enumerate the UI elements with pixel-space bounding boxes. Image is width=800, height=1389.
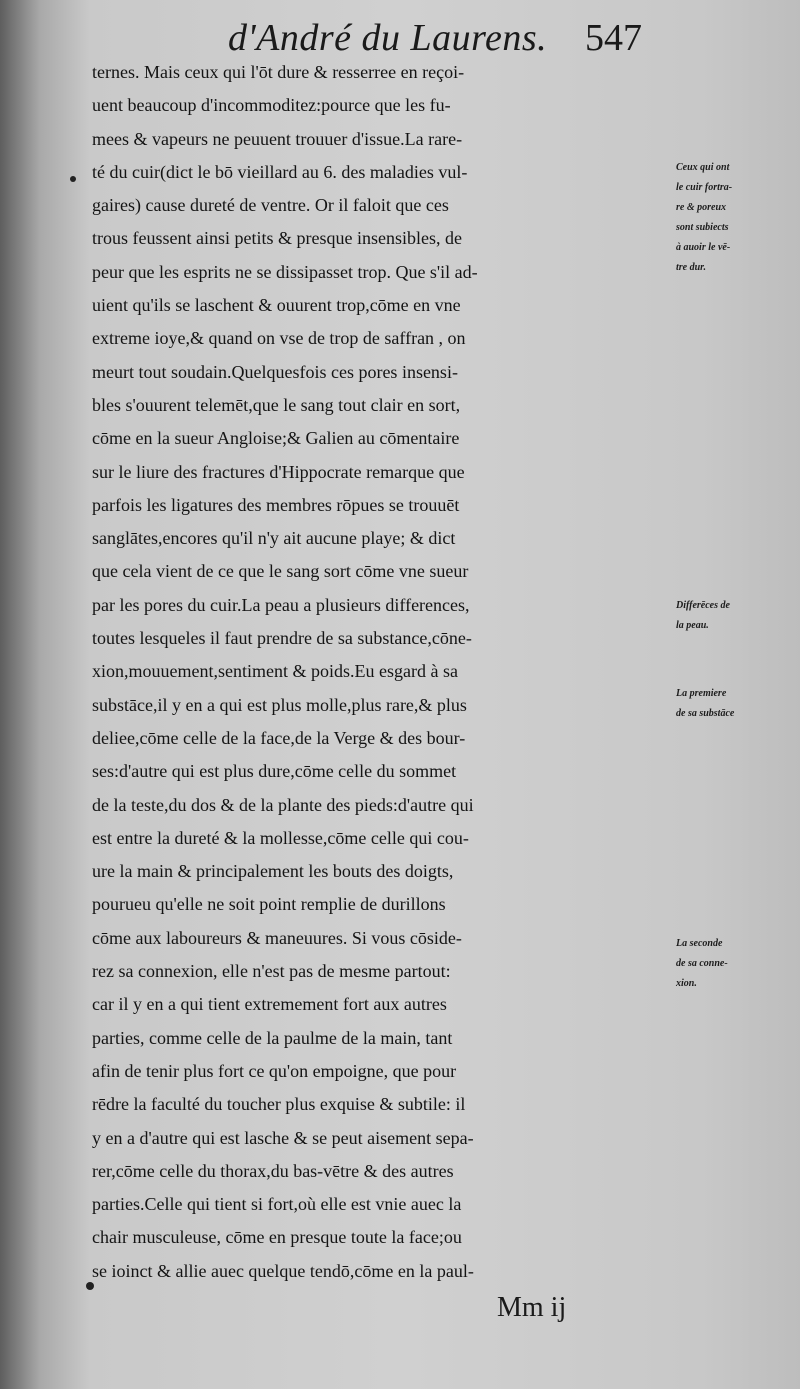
text-line: parties, comme celle de la paulme de la main, tant bbox=[92, 1027, 453, 1048]
text-line: parfois les ligatures des membres rōpues se trouuēt bbox=[92, 494, 460, 515]
text-line: car il y en a qui tient extremement fort aux autres bbox=[92, 994, 447, 1015]
text-line: rēdre la faculté du toucher plus exquise & subtile: il bbox=[92, 1094, 466, 1115]
note-line: re & poreux bbox=[676, 202, 726, 213]
body-text bbox=[92, 56, 672, 1288]
note-line: La premiere bbox=[676, 688, 727, 699]
text-line: meurt tout soudain.Quelquesfois ces pores insensi- bbox=[92, 361, 458, 382]
text-line: par les pores du cuir.La peau a plusieurs differences, bbox=[92, 594, 470, 615]
text-line: xion,mouuement,sentiment & poids.Eu esgard à sa bbox=[92, 661, 458, 682]
note-line: La seconde bbox=[676, 938, 723, 949]
page-number: 547 bbox=[585, 17, 642, 59]
text-line: rez sa connexion, elle n'est pas de mesme partout: bbox=[92, 961, 451, 982]
ink-dot bbox=[70, 176, 76, 182]
text-line: est entre la dureté & la mollesse,cōme celle qui cou- bbox=[92, 827, 469, 848]
ink-dot bbox=[86, 1282, 94, 1290]
margin-note-substance bbox=[676, 684, 800, 724]
margin-note-differences bbox=[676, 596, 800, 636]
text-line: y en a d'autre qui est lasche & se peut aisement sepa- bbox=[92, 1127, 474, 1148]
text-line: chair musculeuse, cōme en presque toute la face;ou bbox=[92, 1227, 462, 1248]
text-line: sur le liure des fractures d'Hippocrate remarque que bbox=[92, 461, 465, 482]
text-line: uent beaucoup d'incommoditez:pource que les fu- bbox=[92, 95, 451, 116]
note-line: xion. bbox=[676, 978, 697, 989]
text-line: que cela vient de ce que le sang sort cōme vne sueur bbox=[92, 561, 469, 582]
text-line: té du cuir(dict le bō vieillard au 6. des maladies vul- bbox=[92, 161, 468, 182]
text-line: extreme ioye,& quand on vse de trop de saffran , on bbox=[92, 328, 466, 349]
text-line: substāce,il y en a qui est plus molle,plus rare,& plus bbox=[92, 694, 467, 715]
text-line: ses:d'autre qui est plus dure,cōme celle du sommet bbox=[92, 761, 457, 782]
text-line: uient qu'ils se laschent & ouurent trop,cōme en vne bbox=[92, 295, 461, 316]
text-line: deliee,cōme celle de la face,de la Verge & des bour- bbox=[92, 727, 466, 748]
note-line: tre dur. bbox=[676, 262, 707, 273]
note-line: la peau. bbox=[676, 620, 709, 631]
text-line: trous feussent ainsi petits & presque insensibles, de bbox=[92, 228, 462, 249]
text-line: gaires) cause dureté de ventre. Or il faloit que ces bbox=[92, 195, 449, 216]
note-line: Differēces de bbox=[676, 600, 730, 611]
text-line: sanglātes,encores qu'il n'y ait aucune playe; & dict bbox=[92, 528, 456, 549]
text-line: toutes lesqueles il faut prendre de sa substance,cōne- bbox=[92, 628, 472, 649]
margin-note-connexion bbox=[676, 934, 800, 994]
text-line: bles s'ouurent telemēt,que le sang tout clair en sort, bbox=[92, 394, 461, 415]
margin-note-cuir-dur bbox=[676, 158, 800, 278]
note-line: Ceux qui ont bbox=[676, 162, 730, 173]
text-line: cōme en la sueur Angloise;& Galien au cōmentaire bbox=[92, 428, 460, 449]
text-line: ure la main & principalement les bouts des doigts, bbox=[92, 861, 454, 882]
text-line: mees & vapeurs ne peuuent trouuer d'issue.La rare- bbox=[92, 128, 463, 149]
text-line: cōme aux laboureurs & maneuures. Si vous cōside- bbox=[92, 927, 462, 948]
margin-notes bbox=[668, 0, 798, 1389]
signature-mark: Mm ij bbox=[497, 1292, 567, 1323]
page-title: d'André du Laurens. bbox=[228, 17, 548, 59]
note-line: de sa conne- bbox=[676, 958, 728, 969]
text-line: peur que les esprits ne se dissipasset trop. Que s'il ad- bbox=[92, 261, 478, 282]
note-line: à auoir le vē- bbox=[676, 242, 731, 253]
text-line: afin de tenir plus fort ce qu'on empoigne, que pour bbox=[92, 1060, 457, 1081]
text-line: ternes. Mais ceux qui l'ōt dure & resserree en reçoi- bbox=[92, 62, 465, 82]
note-line: de sa substāce bbox=[676, 708, 735, 719]
note-line: sont subiects bbox=[676, 222, 729, 233]
text-line: de la teste,du dos & de la plante des pieds:d'autre qui bbox=[92, 794, 474, 815]
text-line: se ioinct & allie auec quelque tendō,cōme en la paul- bbox=[92, 1260, 474, 1281]
note-line: le cuir fortra- bbox=[676, 182, 733, 193]
text-line: parties.Celle qui tient si fort,où elle est vnie auec la bbox=[92, 1194, 462, 1215]
text-line: pourueu qu'elle ne soit point remplie de durillons bbox=[92, 894, 446, 915]
text-line: rer,cōme celle du thorax,du bas-vētre & des autres bbox=[92, 1160, 454, 1181]
